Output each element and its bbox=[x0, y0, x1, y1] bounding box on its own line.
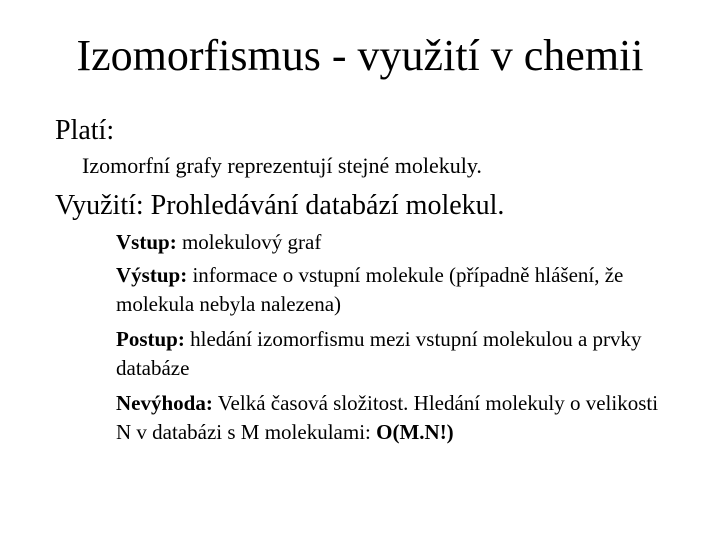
detail-disadvantage-label: Nevýhoda: bbox=[116, 391, 213, 415]
bullet-plati: Platí: bbox=[55, 115, 115, 146]
detail-output-text: informace o vstupní molekule (případně hlášení, že molekula nebyla nalezena) bbox=[116, 263, 624, 316]
detail-input bbox=[116, 228, 676, 257]
detail-output-label: Výstup: bbox=[116, 263, 188, 287]
bullet-vyuziti: Využití: Prohledávání databází molekul. bbox=[55, 190, 505, 221]
detail-procedure-label: Postup: bbox=[116, 327, 185, 351]
detail-input-label: Vstup: bbox=[116, 230, 177, 254]
slide-title: Izomorfismus - využití v chemii bbox=[76, 31, 644, 80]
detail-procedure bbox=[116, 325, 676, 383]
detail-procedure-text: hledání izomorfismu mezi vstupní molekulou a prvky databáze bbox=[116, 327, 642, 380]
detail-input-text: molekulový graf bbox=[176, 230, 322, 254]
bullet-isomorphic-graphs: Izomorfní grafy reprezentují stejné molekuly. bbox=[82, 153, 482, 178]
detail-disadvantage-text: Velká časová složitost. Hledání molekuly o velikosti N v databázi s M molekulami: bbox=[116, 391, 659, 444]
detail-complexity: O(M.N!) bbox=[376, 420, 454, 444]
detail-output bbox=[116, 261, 676, 319]
detail-disadvantage bbox=[116, 389, 676, 447]
